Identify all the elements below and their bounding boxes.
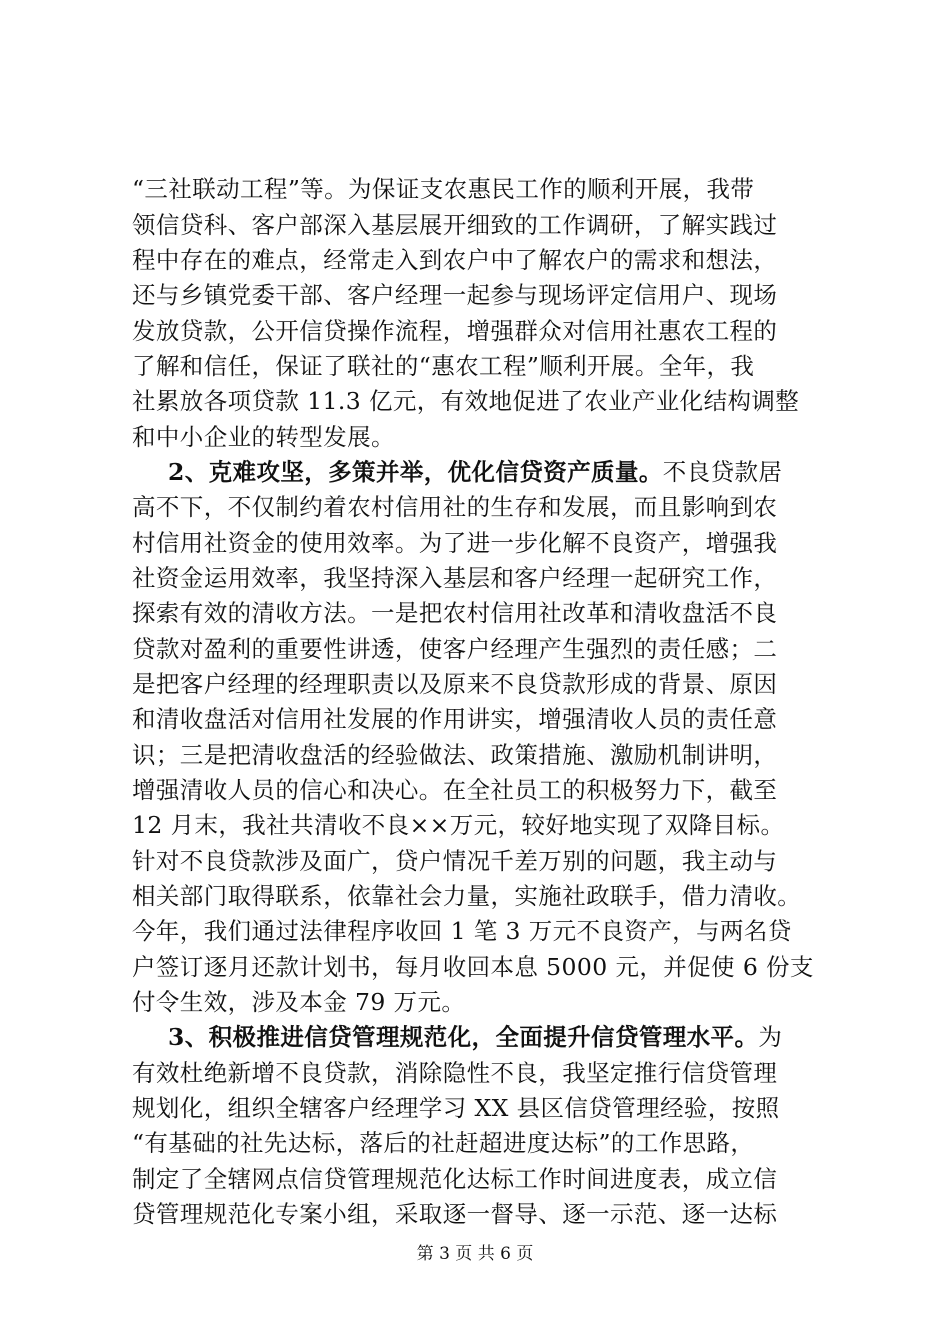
body-line: 还与乡镇党委干部、客户经理一起参与现场评定信用户、现场	[132, 281, 778, 309]
body-line: 和中小企业的转型发展。	[132, 423, 395, 451]
body-line: 增强清收人员的信心和决心。在全社员工的积极努力下，截至	[132, 776, 778, 804]
paragraph-3-first-line	[168, 1020, 832, 1054]
body-line: 贷款对盈利的重要性讲透，使客户经理产生强烈的责任感；二	[132, 635, 778, 663]
body-line: 付令生效，涉及本金 79 万元。	[132, 988, 466, 1016]
body-line: 发放贷款，公开信贷操作流程，增强群众对信用社惠农工程的	[132, 317, 778, 345]
paragraph-3-heading: 3、积极推进信贷管理规范化，全面提升信贷管理水平。	[168, 1023, 759, 1051]
body-line: 社累放各项贷款 11.3 亿元，有效地促进了农业产业化结构调整	[132, 387, 800, 415]
body-line: “有基础的社先达标，落后的社赶超进度达标”的工作思路，	[132, 1129, 755, 1157]
body-line: 制定了全辖网点信贷管理规范化达标工作时间进度表，成立信	[132, 1165, 778, 1193]
body-line: 探索有效的清收方法。一是把农村信用社改革和清收盘活不良	[132, 599, 778, 627]
body-line: 村信用社资金的使用效率。为了进一步化解不良资产，增强我	[132, 529, 778, 557]
body-line: 针对不良贷款涉及面广，贷户情况千差万别的问题，我主动与	[132, 847, 778, 875]
body-line: 社资金运用效率，我坚持深入基层和客户经理一起研究工作，	[132, 564, 778, 592]
body-line: 识；三是把清收盘活的经验做法、政策措施、激励机制讲明，	[132, 741, 778, 769]
body-line: 领信贷科、客户部深入基层展开细致的工作调研，了解实践过	[132, 211, 778, 239]
paragraph-3-first-text: 为	[758, 1023, 783, 1051]
body-line: 和清收盘活对信用社发展的作用讲实，增强清收人员的责任意	[132, 705, 778, 733]
body-line: 相关部门取得联系，依靠社会力量，实施社政联手，借力清收。	[132, 882, 802, 910]
body-line: 贷管理规范化专案小组，采取逐一督导、逐一示范、逐一达标	[132, 1200, 778, 1228]
body-line: 有效杜绝新增不良贷款，消除隐性不良，我坚定推行信贷管理	[132, 1059, 778, 1087]
page-number-footer: 第 3 页 共 6 页	[416, 1244, 534, 1264]
paragraph-2-heading: 2、克难攻坚，多策并举，优化信贷资产质量。	[168, 458, 663, 486]
body-line: 12 月末，我社共清收不良××万元，较好地实现了双降目标。	[132, 811, 785, 839]
body-line: 程中存在的难点，经常走入到农户中了解农户的需求和想法，	[132, 246, 778, 274]
body-line: 是把客户经理的经理职责以及原来不良贷款形成的背景、原因	[132, 670, 778, 698]
body-line: 今年，我们通过法律程序收回 1 笔 3 万元不良资产，与两名贷	[132, 917, 792, 945]
body-line: 高不下，不仅制约着农村信用社的生存和发展，而且影响到农	[132, 493, 778, 521]
paragraph-2-first-text: 不良贷款居	[662, 458, 783, 486]
paragraph-2-first-line	[168, 455, 832, 489]
body-line: “三社联动工程”等。为保证支农惠民工作的顺利开展，我带	[132, 175, 755, 203]
body-line: 了解和信任，保证了联社的“惠农工程”顺利开展。全年，我	[132, 352, 755, 380]
body-line: 户签订逐月还款计划书，每月收回本息 5000 元，并促使 6 份支	[132, 953, 814, 981]
body-line: 规划化，组织全辖客户经理学习 XX 县区信贷管理经验，按照	[132, 1094, 780, 1122]
